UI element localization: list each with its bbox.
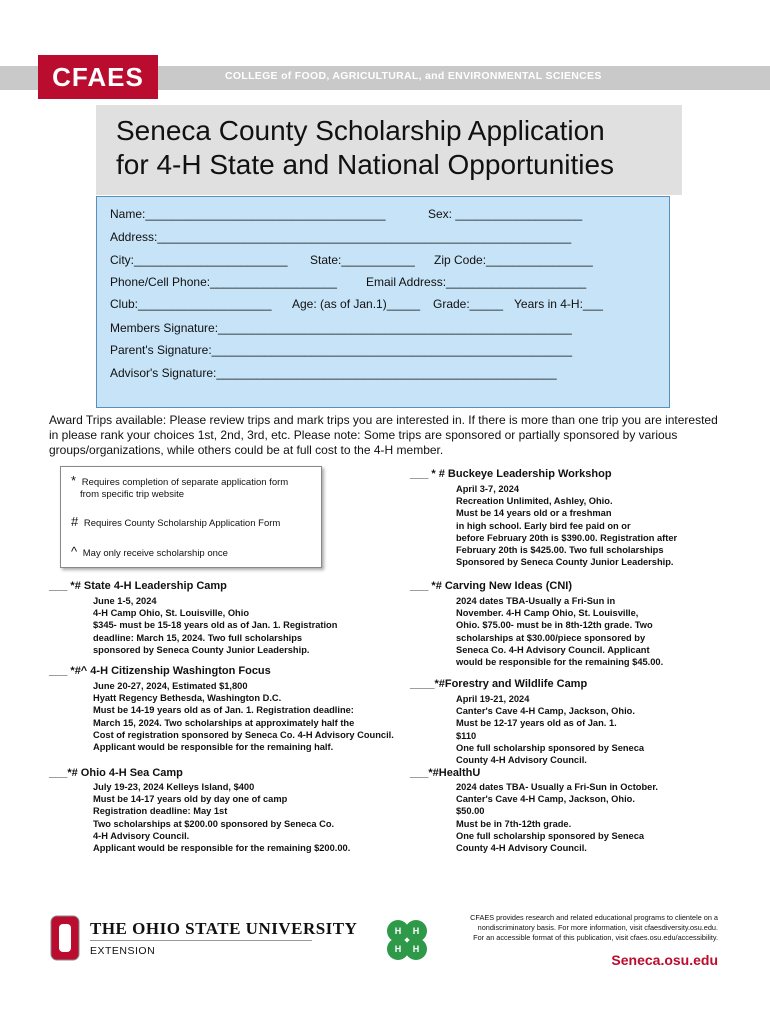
title-line-1: Seneca County Scholarship Application <box>116 115 605 146</box>
trip-forestry-details: April 19-21, 2024 Canter's Cave 4-H Camp, Jackson, Ohio. Must be 12-17 years old as of Jan. 1. $110 One full scholarship sponsored by Seneca County 4-H Advisory Council. <box>456 694 645 766</box>
trip-leadership-camp-title[interactable]: ___ *# State 4-H Leadership Camp <box>49 580 227 592</box>
trip-leadership-camp-details: June 1-5, 2024 4-H Camp Ohio, St. Louisville, Ohio $345- must be 15-18 years old as of Jan. 1. Registration deadline: March 15, 2024. Two full scholarships sponsored by Seneca County Junior Leadership. <box>93 596 338 655</box>
grade-field[interactable]: Grade:_____ <box>433 297 504 311</box>
page-title <box>116 114 614 182</box>
star-symbol: * <box>71 473 77 488</box>
trip-sea-camp-details: July 19-23, 2024 Kelleys Island, $400 Must be 14-17 years old by day one of camp Registration deadline: May 1st Two scholarships at $200.00 sponsored by Seneca Co. 4-H Advisory Council. Applicant would be responsible for the remaining $200.00. <box>93 782 351 854</box>
trip-citizenship-title[interactable]: ___ *#^ 4-H Citizenship Washington Focus <box>49 665 271 677</box>
zip-field[interactable]: Zip Code:________________ <box>434 253 593 267</box>
title-line-2: for 4-H State and National Opportunities <box>116 149 615 180</box>
trip-sea-camp-title[interactable]: ___*# Ohio 4-H Sea Camp <box>49 767 183 779</box>
hash-symbol: # <box>71 514 79 529</box>
legend-caret <box>71 545 228 560</box>
svg-text:H: H <box>394 926 402 936</box>
member-signature-field[interactable]: Members Signature:_____________________________________________________ <box>110 321 572 335</box>
city-field[interactable]: City:_______________________ <box>110 253 288 267</box>
phone-field[interactable]: Phone/Cell Phone:___________________ <box>110 275 337 289</box>
hash-text: Requires County Scholarship Application Form <box>83 518 281 529</box>
trip-healthu-details: 2024 dates TBA- Usually a Fri-Sun in October. Canter's Cave 4-H Camp, Jackson, Ohio. $50.00 Must be in 7th-12th grade. One full scholarship sponsored by Seneca County 4-H Advisory Council. <box>456 782 659 854</box>
4h-clover-icon <box>382 915 432 965</box>
trip-buckeye-details: April 3-7, 2024 Recreation Unlimited, Ashley, Ohio. Must be 14 years old or a freshman in high school. Early bird fee paid on or before February 20th is $390.00. Registration after February 20th is $425.00. Two full scholarships Sponsored by Seneca County Junior Leadership. <box>456 484 678 568</box>
trip-carving-title[interactable]: ___ *# Carving New Ideas (CNI) <box>410 580 573 592</box>
caret-text: May only receive scholarship once <box>82 548 228 559</box>
name-field[interactable]: Name:____________________________________ <box>110 207 386 221</box>
osu-extension-text: EXTENSION <box>90 945 156 957</box>
trip-carving-details: 2024 dates TBA-Usually a Fri-Sun in November. 4-H Camp Ohio, St. Louisville, Ohio. $75.00- must be in 8th-12th grade. Two scholarships at $30.00/piece sponsored by Seneca Co. 4-H Advisory Council. Applicant would be responsible for the remaining $45.00. <box>456 596 664 668</box>
trip-buckeye-title[interactable]: ___ * # Buckeye Leadership Workshop <box>410 468 612 480</box>
block-o-icon <box>50 915 80 961</box>
advisor-signature-field[interactable]: Advisor's Signature:___________________________________________________ <box>110 366 557 380</box>
cfaes-logo: CFAES <box>38 55 158 99</box>
website-link[interactable]: Seneca.osu.edu <box>611 952 718 968</box>
state-field[interactable]: State:___________ <box>310 253 415 267</box>
address-field[interactable]: Address:______________________________________________________________ <box>110 230 572 244</box>
osu-extension-logo <box>50 913 358 963</box>
legend-star <box>71 474 288 489</box>
svg-text:H: H <box>394 944 402 954</box>
award-trips-intro: Award Trips available: Please review trips and mark trips you are interested in. If there is more than one trip you are interested in please rank your choices 1st, 2nd, 3rd, etc. Please note: Some trips are sponsored or partially sponsored by various groups/organizations, while others could be at full cost to the 4-H member. <box>49 413 718 457</box>
svg-text:H: H <box>412 944 420 954</box>
trip-forestry-title[interactable]: ____*#Forestry and Wildlife Camp <box>410 678 588 690</box>
osu-name: THE OHIO STATE UNIVERSITY <box>90 919 358 938</box>
years-in-4h-field[interactable]: Years in 4-H:___ <box>514 297 603 311</box>
age-field[interactable]: Age: (as of Jan.1)_____ <box>292 297 421 311</box>
parent-signature-field[interactable]: Parent's Signature:______________________________________________________ <box>110 343 573 357</box>
osu-divider <box>90 940 312 941</box>
caret-symbol: ^ <box>71 544 78 559</box>
legend-hash <box>71 515 280 530</box>
club-field[interactable]: Club:____________________ <box>110 297 272 311</box>
cfaes-disclaimer: CFAES provides research and related educational programs to clientele on a nondiscriminatory basis. For more information, visit cfaesdiversity.osu.edu. For an accessible format of this publication, visit cfaes.osu.edu/accessibility. <box>470 913 718 942</box>
star-text: Requires completion of separate application form <box>81 477 289 488</box>
trip-healthu-title[interactable]: ___*#HealthU <box>410 767 481 779</box>
sex-field[interactable]: Sex: ___________________ <box>428 207 583 221</box>
college-name: COLLEGE of FOOD, AGRICULTURAL, and ENVIRONMENTAL SCIENCES <box>225 70 602 82</box>
legend-star-cont: from specific trip website <box>80 489 185 500</box>
symbol-legend <box>60 466 322 568</box>
email-field[interactable]: Email Address:_____________________ <box>366 275 587 289</box>
trip-citizenship-details: June 20-27, 2024, Estimated $1,800 Hyatt Regency Bethesda, Washington D.C. Must be 14-19 years old as of Jan. 1. Registration deadline: March 15, 2024. Two scholarships at approximately half the Cost of registration sponsored by Seneca Co. 4-H Advisory Council. Applicant would be responsible for the remaining half. <box>93 681 394 753</box>
svg-text:H: H <box>412 926 420 936</box>
